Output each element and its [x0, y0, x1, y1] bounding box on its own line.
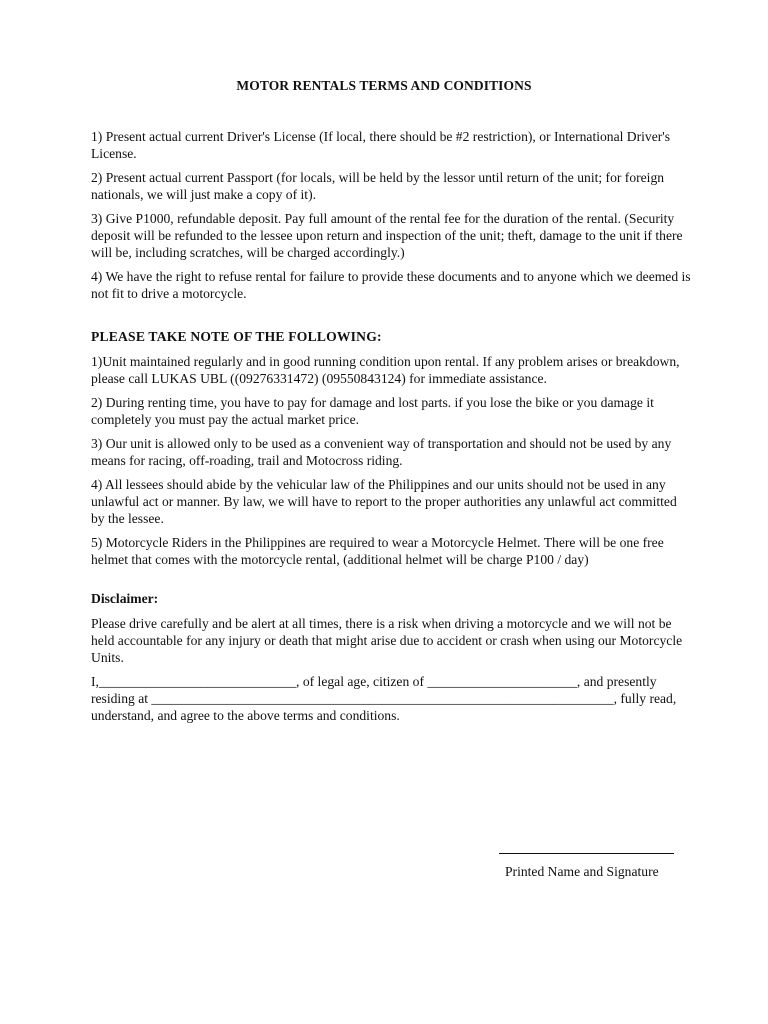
note-item: 1)Unit maintained regularly and in good running condition upon rental. If any problem arises or breakdown, please call LUKAS UBL ((09276331472) (09550843124) for immediate assistance. — [91, 354, 680, 386]
note-item: 5) Motorcycle Riders in the Philippines are required to wear a Motorcycle Helmet. There will be one free helmet that comes with the motorcycle rental, (additional helmet will be charge P100 / day) — [91, 535, 664, 567]
requirement-item: 3) Give P1000, refundable deposit. Pay full amount of the rental fee for the duration of the rental. (Security deposit will be refunded to the lessee upon return and inspection of the unit; theft, damage to the unit if there will be, including scratches, will be charged accordingly.) — [91, 211, 683, 260]
document-title: MOTOR RENTALS TERMS AND CONDITIONS — [236, 78, 532, 93]
disclaimer-heading: Disclaimer: — [91, 591, 159, 606]
requirement-item: 2) Present actual current Passport (for locals, will be held by the lessor until return of the unit; for foreign nationals, we will just make a copy of it). — [91, 170, 665, 202]
declaration-text: I,_____________________________, of legal age, citizen of ______________________, and presently residing at ____________________________________________________________________, fully read, understand, and agree to the above terms and conditions. — [91, 674, 677, 723]
disclaimer-text: Please drive carefully and be alert at all times, there is a risk when driving a motorcycle and we will not be held accountable for any injury or death that might arise due to accident or crash when using our Motorcycle Units. — [91, 616, 683, 665]
signature-caption: Printed Name and Signature — [505, 864, 659, 879]
requirement-item: 4) We have the right to refuse rental for failure to provide these documents and to anyone which we deemed is not fit to drive a motorcycle. — [91, 269, 691, 301]
note-item: 3) Our unit is allowed only to be used as a convenient way of transportation and should not be used by any means for racing, off-roading, trail and Motocross riding. — [91, 436, 672, 468]
requirement-item: 1) Present actual current Driver's License (If local, there should be #2 restriction), or International Driver's License. — [91, 129, 671, 161]
signature-line — [499, 853, 674, 854]
note-item: 2) During renting time, you have to pay for damage and lost parts. if you lose the bike or you damage it completely you must pay the actual market price. — [91, 395, 654, 427]
notes-heading: PLEASE TAKE NOTE OF THE FOLLOWING: — [91, 329, 382, 344]
note-item: 4) All lessees should abide by the vehicular law of the Philippines and our units should not be used in any unlawful act or manner. By law, we will have to report to the proper authorities any unlawful act committed by the lessee. — [91, 477, 677, 526]
document-body — [91, 128, 691, 731]
